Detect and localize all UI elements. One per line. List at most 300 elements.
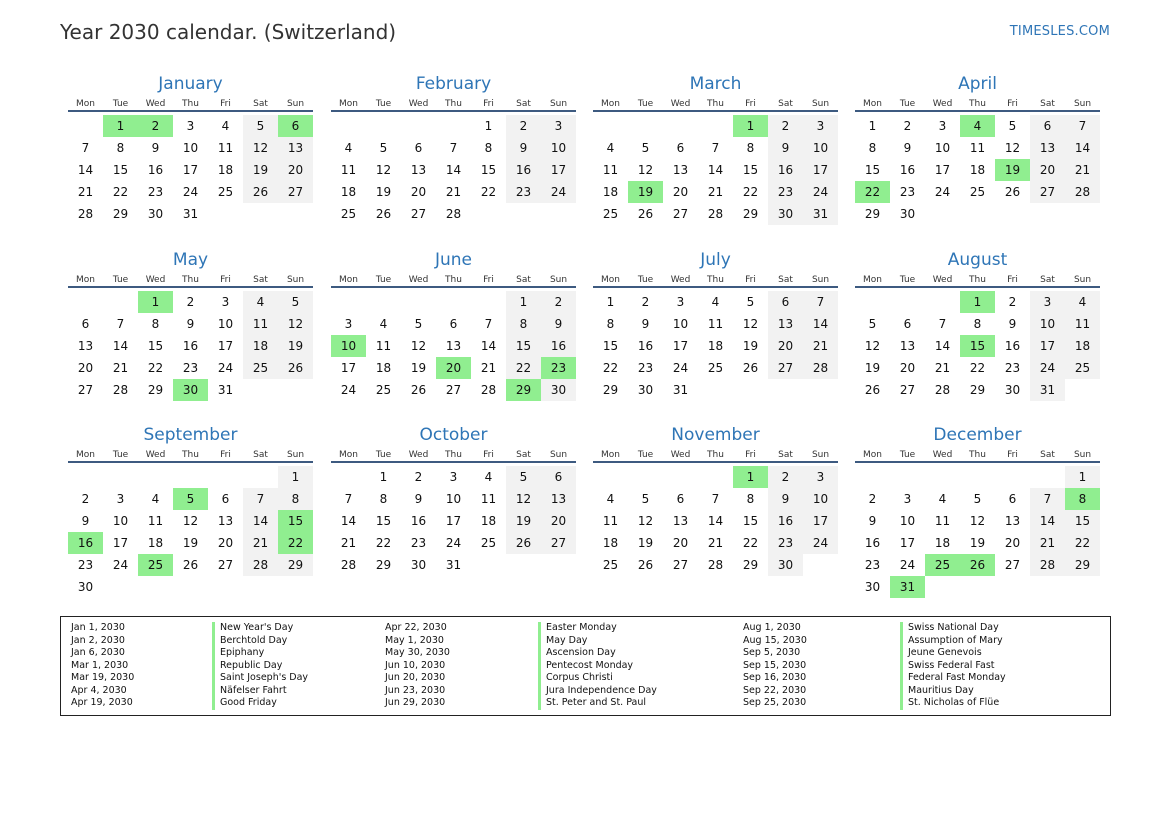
day-cell: 3 xyxy=(1030,291,1065,313)
day-cell: 24 xyxy=(445,536,462,550)
day-cell: 29 xyxy=(602,383,619,397)
day-cell: 21 xyxy=(803,335,838,357)
day-cell: 29 xyxy=(742,558,759,572)
empty-cell xyxy=(68,291,103,313)
weekday-label: Sun xyxy=(1073,99,1092,109)
day-cell: 3 xyxy=(541,115,576,137)
day-cell: 18 xyxy=(969,163,986,177)
weekday-header xyxy=(855,274,1100,288)
weekday-label: Sun xyxy=(549,275,568,285)
day-grid xyxy=(593,291,838,401)
weekday-label: Mon xyxy=(76,99,95,109)
day-cell: 14 xyxy=(112,339,129,353)
weekday-label: Mon xyxy=(76,275,95,285)
day-cell: 10 xyxy=(899,514,916,528)
day-cell: 15 xyxy=(864,163,881,177)
weekday-header xyxy=(855,98,1100,112)
empty-cell xyxy=(593,115,628,137)
day-cell: 21 xyxy=(707,536,724,550)
day-cell: 18 xyxy=(602,536,619,550)
weekday-label: Thu xyxy=(707,275,724,285)
day-cell: 27 xyxy=(217,558,234,572)
day-cell: 28 xyxy=(1065,181,1100,203)
weekday-label: Mon xyxy=(339,275,358,285)
day-cell: 12 xyxy=(969,514,986,528)
day-cell: 27 xyxy=(77,383,94,397)
day-cell: 11 xyxy=(243,313,278,335)
weekday-label: Sun xyxy=(549,450,568,460)
day-cell: 6 xyxy=(414,141,423,155)
day-cell: 22 xyxy=(375,536,392,550)
day-cell: 15 xyxy=(1065,510,1100,532)
weekday-label: Tue xyxy=(899,275,916,285)
weekday-label: Sun xyxy=(811,99,830,109)
day-cell: 18 xyxy=(1065,335,1100,357)
day-cell: 19 xyxy=(506,510,541,532)
day-cell: 18 xyxy=(707,339,724,353)
empty-cell xyxy=(103,291,138,313)
holiday-name: Swiss National Day xyxy=(900,622,1006,635)
holiday-date: Sep 22, 2030 xyxy=(743,684,807,696)
day-cell: 30 xyxy=(637,383,654,397)
day-cell: 21 xyxy=(243,532,278,554)
holiday-name: Epiphany xyxy=(212,647,308,660)
day-cell: 30 xyxy=(899,207,916,221)
empty-cell xyxy=(593,466,628,488)
month-name: December xyxy=(933,425,1022,445)
empty-cell xyxy=(698,466,733,488)
day-cell: 4 xyxy=(344,141,353,155)
day-cell: 25 xyxy=(480,536,497,550)
day-cell: 5 xyxy=(868,317,877,331)
day-cell: 27 xyxy=(541,532,576,554)
day-cell: 16 xyxy=(410,514,427,528)
day-cell: 7 xyxy=(344,492,353,506)
holiday-name: Federal Fast Monday xyxy=(900,672,1006,685)
weekday-label: Wed xyxy=(670,99,691,109)
holiday-name: Näfelser Fahrt xyxy=(212,685,308,698)
day-cell: 13 xyxy=(541,488,576,510)
weekday-label: Thu xyxy=(707,99,724,109)
day-cell: 1 xyxy=(484,119,493,133)
empty-cell xyxy=(628,115,663,137)
day-cell: 6 xyxy=(541,466,576,488)
day-cell: 14 xyxy=(803,313,838,335)
day-cell: 4 xyxy=(711,295,720,309)
day-cell: 26 xyxy=(243,181,278,203)
day-cell: 21 xyxy=(1030,532,1065,554)
holiday-name: Mauritius Day xyxy=(900,685,1006,698)
day-cell: 10 xyxy=(803,488,838,510)
day-cell: 14 xyxy=(480,339,497,353)
weekday-label: Thu xyxy=(445,99,462,109)
day-cell: 31 xyxy=(803,203,838,225)
day-cell: 30 xyxy=(864,580,881,594)
day-cell: 29 xyxy=(1065,554,1100,576)
day-cell: 13 xyxy=(217,514,234,528)
holiday-day-cell: 10 xyxy=(331,335,366,357)
holiday-day-cell: 15 xyxy=(960,335,995,357)
day-cell: 22 xyxy=(147,361,164,375)
holiday-date: Apr 22, 2030 xyxy=(385,622,447,633)
day-cell: 30 xyxy=(768,203,803,225)
weekday-header xyxy=(855,449,1100,463)
weekday-label: Fri xyxy=(1007,275,1018,285)
weekday-header xyxy=(593,274,838,288)
weekday-label: Tue xyxy=(637,450,654,460)
holiday-date: Jan 6, 2030 xyxy=(71,647,125,658)
day-cell: 22 xyxy=(969,361,986,375)
day-cell: 10 xyxy=(803,137,838,159)
day-cell: 31 xyxy=(445,558,462,572)
day-cell: 30 xyxy=(1004,383,1021,397)
day-cell: 9 xyxy=(641,317,650,331)
weekday-header xyxy=(331,274,576,288)
day-cell: 27 xyxy=(445,383,462,397)
day-cell: 3 xyxy=(186,119,195,133)
weekday-label: Wed xyxy=(408,275,429,285)
holiday-day-cell: 25 xyxy=(138,554,173,576)
weekday-label: Sun xyxy=(1073,275,1092,285)
holiday-date: Sep 16, 2030 xyxy=(743,672,807,683)
day-cell: 31 xyxy=(182,207,199,221)
month-december xyxy=(855,424,1100,598)
holiday-name: Jura Independence Day xyxy=(538,685,657,698)
day-cell: 27 xyxy=(410,207,427,221)
holiday-day-cell: 6 xyxy=(278,115,313,137)
weekday-label: Wed xyxy=(670,275,691,285)
holiday-day-cell: 26 xyxy=(960,554,995,576)
day-cell: 19 xyxy=(637,536,654,550)
weekday-label: Sat xyxy=(1040,99,1055,109)
day-cell: 11 xyxy=(1065,313,1100,335)
weekday-label: Thu xyxy=(182,99,199,109)
day-cell: 29 xyxy=(147,383,164,397)
empty-cell xyxy=(663,115,698,137)
holiday-day-cell: 15 xyxy=(278,510,313,532)
day-cell: 22 xyxy=(506,357,541,379)
day-cell: 7 xyxy=(81,141,90,155)
day-cell: 6 xyxy=(81,317,90,331)
day-cell: 12 xyxy=(506,488,541,510)
day-cell: 15 xyxy=(375,514,392,528)
holiday-name: Good Friday xyxy=(212,697,308,710)
day-cell: 25 xyxy=(243,357,278,379)
empty-cell xyxy=(995,466,1030,488)
day-cell: 10 xyxy=(445,492,462,506)
holiday-date: Jun 10, 2030 xyxy=(385,659,446,671)
day-cell: 7 xyxy=(484,317,493,331)
day-cell: 12 xyxy=(637,163,654,177)
holiday-date: Aug 15, 2030 xyxy=(743,634,807,646)
weekday-label: Mon xyxy=(863,450,882,460)
weekday-header xyxy=(68,98,313,112)
weekday-label: Fri xyxy=(745,450,756,460)
day-cell: 31 xyxy=(217,383,234,397)
day-cell: 12 xyxy=(182,514,199,528)
day-cell: 29 xyxy=(864,207,881,221)
holiday-date: Mar 1, 2030 xyxy=(71,659,129,671)
day-cell: 20 xyxy=(1004,536,1021,550)
day-cell: 2 xyxy=(81,492,90,506)
weekday-header xyxy=(593,449,838,463)
holiday-day-cell: 30 xyxy=(173,379,208,401)
day-cell: 7 xyxy=(1065,115,1100,137)
weekday-label: Thu xyxy=(445,275,462,285)
holiday-date: Jun 23, 2030 xyxy=(385,684,446,696)
day-cell: 4 xyxy=(379,317,388,331)
weekday-label: Wed xyxy=(408,99,429,109)
day-cell: 9 xyxy=(186,317,195,331)
holiday-names-col-3 xyxy=(900,622,1006,710)
day-cell: 14 xyxy=(707,514,724,528)
day-cell: 21 xyxy=(112,361,129,375)
month-name: June xyxy=(434,250,473,270)
day-cell: 8 xyxy=(379,492,388,506)
day-cell: 26 xyxy=(278,357,313,379)
empty-cell xyxy=(173,466,208,488)
page-title: Year 2030 calendar. (Switzerland) xyxy=(60,20,397,44)
month-january xyxy=(68,73,313,225)
weekday-label: Tue xyxy=(375,450,392,460)
day-cell: 16 xyxy=(147,163,164,177)
day-cell: 14 xyxy=(934,339,951,353)
day-cell: 10 xyxy=(182,141,199,155)
day-cell: 13 xyxy=(77,339,94,353)
holiday-name: Berchtold Day xyxy=(212,635,308,648)
day-cell: 26 xyxy=(742,361,759,375)
day-cell: 17 xyxy=(340,361,357,375)
day-cell: 30 xyxy=(541,379,576,401)
day-cell: 9 xyxy=(768,488,803,510)
month-may xyxy=(68,249,313,401)
day-cell: 9 xyxy=(541,313,576,335)
day-cell: 8 xyxy=(606,317,615,331)
holiday-names-col-2 xyxy=(538,622,657,710)
weekday-header xyxy=(331,449,576,463)
month-november xyxy=(593,424,838,576)
day-cell: 18 xyxy=(934,536,951,550)
day-cell: 6 xyxy=(768,291,803,313)
empty-cell xyxy=(138,466,173,488)
day-cell: 15 xyxy=(742,163,759,177)
day-grid xyxy=(855,115,1100,225)
day-cell: 12 xyxy=(278,313,313,335)
day-cell: 15 xyxy=(112,163,129,177)
day-cell: 24 xyxy=(1030,357,1065,379)
day-cell: 3 xyxy=(903,492,912,506)
weekday-label: Sat xyxy=(516,450,531,460)
day-cell: 5 xyxy=(973,492,982,506)
day-cell: 12 xyxy=(375,163,392,177)
day-cell: 10 xyxy=(672,317,689,331)
day-cell: 15 xyxy=(506,335,541,357)
day-cell: 27 xyxy=(278,181,313,203)
weekday-label: Tue xyxy=(637,275,654,285)
day-cell: 28 xyxy=(707,558,724,572)
empty-cell xyxy=(663,466,698,488)
weekday-label: Mon xyxy=(339,450,358,460)
day-cell: 27 xyxy=(1030,181,1065,203)
day-cell: 19 xyxy=(864,361,881,375)
day-cell: 14 xyxy=(707,163,724,177)
day-cell: 6 xyxy=(221,492,230,506)
day-cell: 26 xyxy=(182,558,199,572)
month-name: August xyxy=(947,250,1008,270)
month-name: October xyxy=(419,425,488,445)
day-cell: 6 xyxy=(449,317,458,331)
day-cell: 18 xyxy=(480,514,497,528)
holiday-day-cell: 20 xyxy=(436,357,471,379)
day-cell: 19 xyxy=(410,361,427,375)
day-cell: 16 xyxy=(899,163,916,177)
holiday-name: Swiss Federal Fast xyxy=(900,660,1006,673)
day-cell: 21 xyxy=(340,536,357,550)
day-cell: 12 xyxy=(410,339,427,353)
empty-cell xyxy=(331,466,366,488)
weekday-label: Wed xyxy=(932,275,953,285)
day-cell: 12 xyxy=(1004,141,1021,155)
day-cell: 28 xyxy=(1030,554,1065,576)
day-cell: 5 xyxy=(379,141,388,155)
month-june xyxy=(331,249,576,401)
month-october xyxy=(331,424,576,576)
weekday-label: Thu xyxy=(182,450,199,460)
holiday-date: Jun 20, 2030 xyxy=(385,672,446,683)
weekday-label: Tue xyxy=(112,275,129,285)
month-march xyxy=(593,73,838,225)
day-cell: 20 xyxy=(672,185,689,199)
day-grid xyxy=(68,466,313,598)
day-cell: 24 xyxy=(672,361,689,375)
day-cell: 10 xyxy=(1030,313,1065,335)
weekday-label: Sat xyxy=(778,99,793,109)
day-cell: 17 xyxy=(1030,335,1065,357)
day-cell: 10 xyxy=(217,317,234,331)
day-cell: 7 xyxy=(711,492,720,506)
day-cell: 2 xyxy=(506,115,541,137)
empty-cell xyxy=(331,115,366,137)
day-cell: 22 xyxy=(112,185,129,199)
weekday-label: Thu xyxy=(707,450,724,460)
weekday-label: Sun xyxy=(811,450,830,460)
day-cell: 7 xyxy=(938,317,947,331)
day-cell: 26 xyxy=(637,558,654,572)
weekday-label: Sat xyxy=(778,450,793,460)
day-cell: 20 xyxy=(899,361,916,375)
weekday-label: Thu xyxy=(969,275,986,285)
holiday-day-cell: 1 xyxy=(103,115,138,137)
day-cell: 7 xyxy=(449,141,458,155)
weekday-label: Wed xyxy=(670,450,691,460)
day-cell: 14 xyxy=(340,514,357,528)
day-cell: 28 xyxy=(480,383,497,397)
weekday-label: Sat xyxy=(253,99,268,109)
day-cell: 13 xyxy=(410,163,427,177)
day-cell: 28 xyxy=(77,207,94,221)
month-august xyxy=(855,249,1100,401)
day-cell: 23 xyxy=(768,532,803,554)
day-cell: 19 xyxy=(278,335,313,357)
day-cell: 15 xyxy=(147,339,164,353)
day-cell: 5 xyxy=(641,141,650,155)
day-cell: 1 xyxy=(506,291,541,313)
day-cell: 25 xyxy=(1065,357,1100,379)
holiday-name: Corpus Christi xyxy=(538,672,657,685)
day-cell: 13 xyxy=(768,313,803,335)
weekday-label: Mon xyxy=(601,450,620,460)
day-cell: 27 xyxy=(1004,558,1021,572)
day-cell: 6 xyxy=(1008,492,1017,506)
day-cell: 4 xyxy=(243,291,278,313)
day-cell: 21 xyxy=(480,361,497,375)
holiday-name: Assumption of Mary xyxy=(900,635,1006,648)
day-cell: 6 xyxy=(676,492,685,506)
day-cell: 30 xyxy=(77,580,94,594)
empty-cell xyxy=(698,115,733,137)
weekday-label: Tue xyxy=(112,99,129,109)
day-cell: 24 xyxy=(803,532,838,554)
day-cell: 2 xyxy=(641,295,650,309)
day-cell: 14 xyxy=(1065,137,1100,159)
day-cell: 23 xyxy=(410,536,427,550)
holiday-name: Ascension Day xyxy=(538,647,657,660)
day-cell: 4 xyxy=(938,492,947,506)
holiday-date: Jun 29, 2030 xyxy=(385,697,446,708)
weekday-label: Sun xyxy=(1073,450,1092,460)
empty-cell xyxy=(68,115,103,137)
day-cell: 5 xyxy=(278,291,313,313)
weekday-label: Fri xyxy=(483,450,494,460)
day-cell: 22 xyxy=(742,536,759,550)
month-april xyxy=(855,73,1100,225)
day-cell: 15 xyxy=(480,163,497,177)
weekday-label: Mon xyxy=(863,99,882,109)
day-cell: 5 xyxy=(1008,119,1017,133)
day-cell: 23 xyxy=(768,181,803,203)
holiday-name: Saint Joseph's Day xyxy=(212,672,308,685)
weekday-label: Thu xyxy=(969,99,986,109)
day-cell: 13 xyxy=(899,339,916,353)
day-cell: 1 xyxy=(278,466,313,488)
day-cell: 26 xyxy=(864,383,881,397)
day-cell: 13 xyxy=(672,163,689,177)
day-cell: 25 xyxy=(969,185,986,199)
holiday-name: Jeune Genevois xyxy=(900,647,1006,660)
day-cell: 17 xyxy=(934,163,951,177)
holiday-day-cell: 16 xyxy=(68,532,103,554)
day-cell: 20 xyxy=(672,536,689,550)
empty-cell xyxy=(243,466,278,488)
day-cell: 18 xyxy=(217,163,234,177)
weekday-label: Sat xyxy=(1040,450,1055,460)
holiday-dates-col-2 xyxy=(385,622,450,710)
empty-cell xyxy=(890,291,925,313)
day-cell: 25 xyxy=(602,558,619,572)
day-cell: 31 xyxy=(672,383,689,397)
day-cell: 8 xyxy=(973,317,982,331)
holiday-name: Easter Monday xyxy=(538,622,657,635)
day-cell: 16 xyxy=(637,339,654,353)
day-cell: 8 xyxy=(278,488,313,510)
day-cell: 11 xyxy=(707,317,724,331)
day-cell: 3 xyxy=(221,295,230,309)
weekday-label: Wed xyxy=(408,450,429,460)
day-cell: 10 xyxy=(112,514,129,528)
site-link[interactable]: TIMESLES.COM xyxy=(1009,24,1110,39)
day-cell: 18 xyxy=(243,335,278,357)
day-cell: 20 xyxy=(541,510,576,532)
